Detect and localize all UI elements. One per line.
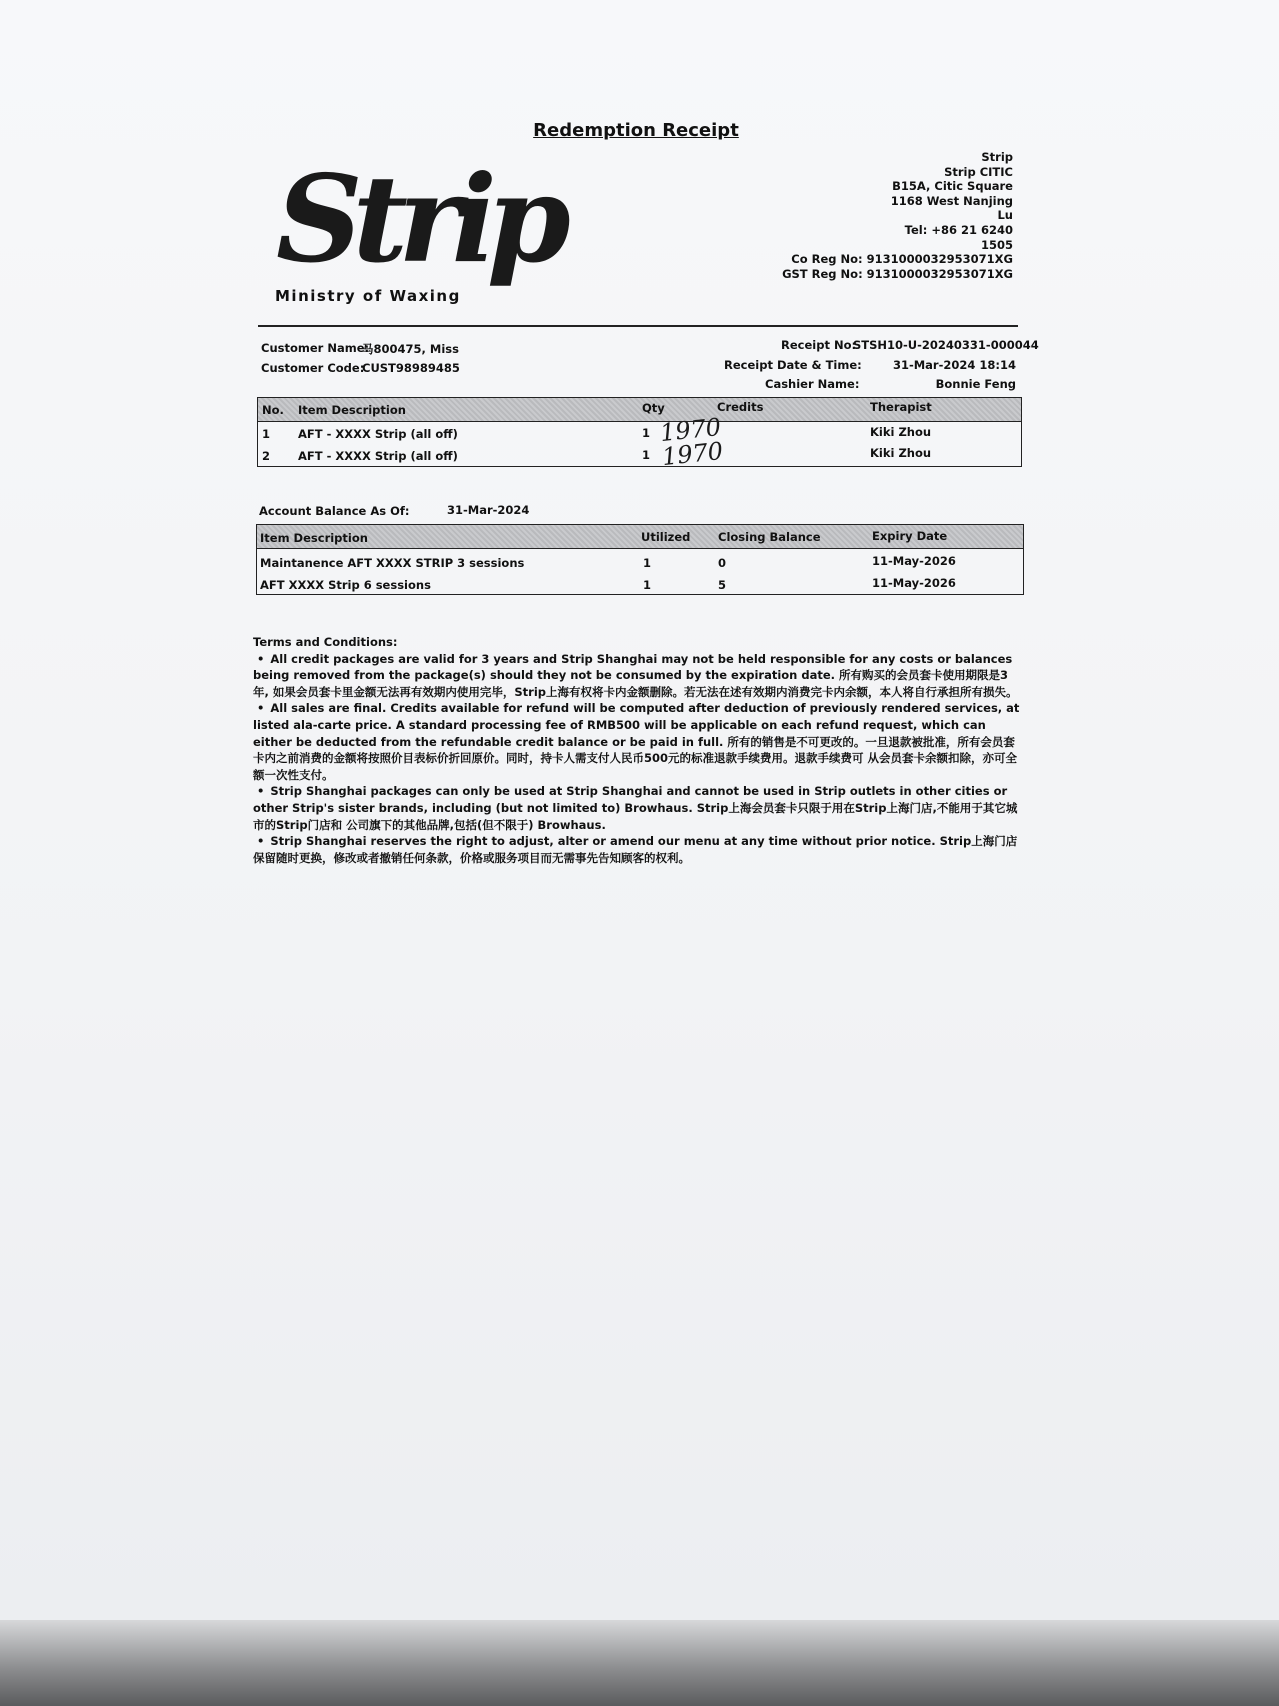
terms-item	[253, 700, 1021, 783]
col-closing-balance: Closing Balance	[718, 530, 821, 544]
row-therapist: Kiki Zhou	[870, 446, 932, 460]
cashier-label: Cashier Name:	[765, 377, 860, 391]
row-description: AFT - XXXX Strip (all off)	[298, 427, 458, 441]
terms-item-text: All sales are final. Credits available for refund will be computed after deduction of previously rendered services, at listed ala-carte price. A standard processing fee of RMB500 will be applicable on each refund request, which can either be deducted from the refundable credit balance or be paid in full. 所有的销售是不可更改的。一旦退款被批准，所有会员套卡内之前消费的金额将按照价目表标价折回原价。同时，持卡人需支付人民币500元的标准退款手续费用。退款手续费可 从会员套卡余额扣除，亦可全额一次性支付。	[253, 701, 1020, 782]
cashier-value: Bonnie Feng	[935, 377, 1016, 391]
customer-name-value: 马800475, Miss	[362, 342, 459, 356]
items-table-header	[258, 398, 1021, 422]
row-utilized: 1	[643, 578, 652, 592]
logo-tagline: Ministry of Waxing	[275, 287, 461, 305]
customer-code-label: Customer Code:	[261, 361, 365, 375]
row-no: 1	[262, 427, 271, 441]
terms-heading: Terms and Conditions:	[253, 635, 398, 649]
balance-label: Account Balance As Of:	[259, 504, 410, 518]
balance-table	[256, 524, 1024, 595]
receipt-no-label: Receipt No:	[781, 338, 857, 352]
row-utilized: 1	[643, 556, 652, 570]
header-divider	[258, 325, 1018, 327]
receipt-date-value: 31-Mar-2024 18:14	[892, 358, 1016, 372]
receipt-date-label: Receipt Date & Time:	[724, 358, 862, 372]
row-description: Maintanence AFT XXXX STRIP 3 sessions	[260, 556, 525, 570]
col-utilized: Utilized	[641, 530, 691, 544]
strip-logo	[270, 149, 561, 310]
col-description: Item Description	[260, 531, 368, 545]
row-qty: 1	[642, 426, 651, 440]
logo-word: Strip	[276, 149, 561, 290]
terms-and-conditions	[253, 634, 1021, 866]
address-line: Lu	[997, 208, 1013, 223]
balance-table-header	[257, 525, 1023, 549]
col-qty: Qty	[642, 401, 665, 415]
col-no: No.	[262, 403, 284, 417]
col-credits: Credits	[717, 400, 764, 414]
terms-item-text: All credit packages are valid for 3 years and Strip Shanghai may not be held responsible for any costs or balances being removed from the package(s) should they not be consumed by the expiration date. 所有购买的会员套卡使用期限是3年, 如果会员套卡里金额无法再有效期内使用完毕，Strip上海有权将卡内金额删除。若无法在述有效期内消费完卡内余额，本人将自行承担所有损失。	[253, 651, 1018, 699]
address-line: Tel: +86 21 6240	[904, 222, 1013, 237]
address-line: Strip CITIC	[944, 164, 1013, 179]
items-table	[257, 397, 1022, 472]
row-expiry: 11-May-2026	[872, 554, 956, 568]
terms-item-text: Strip Shanghai reserves the right to adjust, alter or amend our menu at any time without prior notice. Strip上海门店保留随时更换，修改或者撤销任何条款，价格或服务项目而无需事先告知顾客的权利。	[253, 834, 1018, 865]
terms-item	[253, 833, 1021, 866]
col-therapist: Therapist	[870, 400, 932, 414]
row-credits-handwritten: 1970	[658, 412, 723, 448]
address-line: GST Reg No: 9131000032953071XG	[782, 266, 1013, 281]
row-closing: 0	[718, 556, 727, 570]
row-closing: 5	[718, 578, 727, 592]
address-line: 1168 West Nanjing	[890, 193, 1013, 208]
balance-date: 31-Mar-2024	[447, 503, 530, 517]
col-description: Item Description	[298, 403, 406, 417]
address-line: B15A, Citic Square	[892, 179, 1013, 194]
receipt-no-value: STSH10-U-20240331-000044	[853, 338, 1039, 352]
row-credits-handwritten: 1970	[660, 436, 725, 472]
terms-item	[253, 651, 1021, 701]
row-description: AFT XXXX Strip 6 sessions	[260, 578, 431, 592]
address-line: Strip	[981, 150, 1013, 164]
row-no: 2	[262, 449, 271, 463]
address-line: Co Reg No: 9131000032953071XG	[791, 252, 1013, 267]
customer-code-value: CUST98989485	[362, 361, 460, 375]
desk-shadow	[0, 1620, 1279, 1706]
row-therapist: Kiki Zhou	[870, 425, 932, 439]
col-expiry-date: Expiry Date	[872, 529, 948, 543]
receipt-title: Redemption Receipt	[533, 120, 739, 141]
customer-name-label: Customer Name:	[261, 341, 370, 355]
address-line: 1505	[980, 237, 1013, 252]
store-address	[782, 150, 1013, 281]
row-qty: 1	[642, 448, 651, 462]
terms-item	[253, 783, 1021, 833]
terms-item-text: Strip Shanghai packages can only be used at Strip Shanghai and cannot be used in Strip outlets in other cities or other Strip's sister brands, including (but not limited to) Browhaus. Strip上海会员套卡只限于用在Strip上海门店,不能用于其它城市的Strip门店和 公司旗下的其他品牌,包括(但不限于) Browhaus.	[253, 784, 1018, 832]
row-expiry: 11-May-2026	[872, 576, 956, 590]
row-description: AFT - XXXX Strip (all off)	[298, 449, 458, 463]
